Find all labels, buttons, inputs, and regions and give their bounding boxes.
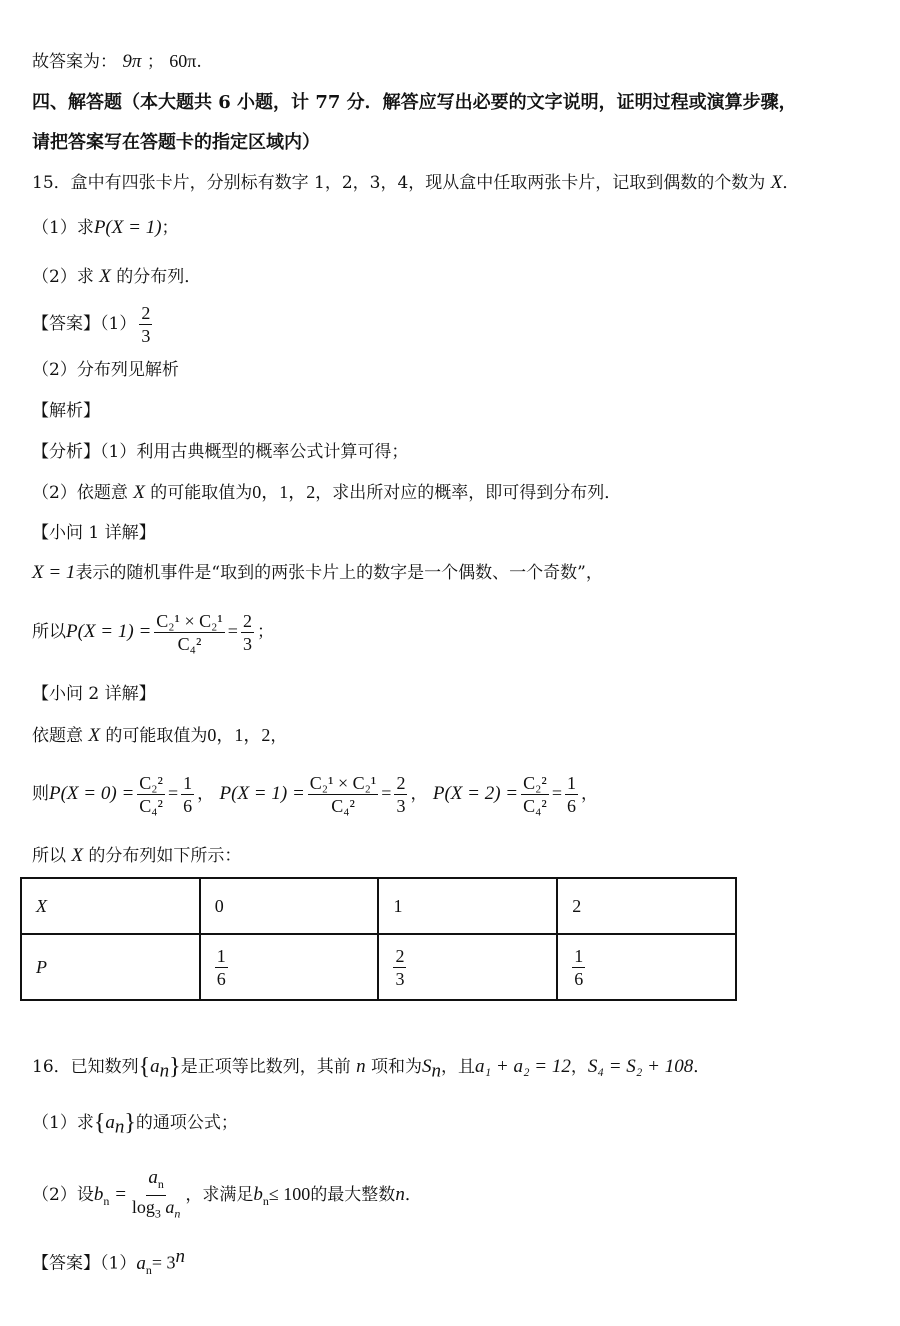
q15-calc0-den: C₄² [139, 796, 163, 816]
q15-sub2-var: X [88, 725, 101, 746]
q15-calc1-eq: = [381, 783, 392, 803]
q15-calc2-expr: P(X = 2) = [432, 783, 519, 804]
q16-stem-seq: a [150, 1056, 160, 1077]
q15-sub1-calc [32, 610, 274, 655]
q15-calc0-result [181, 772, 194, 817]
q15-calc0-expr: P(X = 0) = [49, 783, 135, 804]
q15-sub1-num: C₂¹ × C₂¹ [156, 611, 223, 631]
table-cell-x-0: 0 [200, 878, 379, 934]
q15-calc-sep-1: ， [197, 784, 215, 804]
section-heading-line-2: 请把答案写在答题卡的指定区域内） [32, 132, 320, 153]
q15-answer [32, 302, 155, 347]
q16-stem-d: ，且 [441, 1057, 476, 1077]
table-cell-x-1: 1 [378, 878, 557, 934]
q15-calc1-fraction [308, 772, 379, 817]
subscript-n: n [159, 1060, 170, 1082]
q15-sub2-vals: 0，1，2 [207, 725, 271, 745]
table-frac-num: 2 [395, 945, 405, 966]
q15-answer-frac-den: 3 [141, 326, 151, 346]
table-frac [215, 945, 228, 990]
right-brace: } [169, 1054, 181, 1080]
q15-sub2-end: ， [270, 726, 288, 746]
q15-sub1-den: C₄² [177, 634, 202, 654]
distribution-table [20, 877, 737, 1001]
q16-stem-n: n [356, 1056, 366, 1077]
q15-table-intro-b: 的分布列如下所示： [88, 846, 242, 866]
q15-answer-frac-num: 2 [141, 303, 151, 323]
subscript-n: n [431, 1060, 442, 1082]
table-frac-den: 3 [395, 968, 405, 989]
q15-calc0-num: C₂² [139, 773, 163, 793]
q15-sub2-values [32, 724, 287, 747]
q16-part-1-a: （1）求 [32, 1113, 94, 1133]
q15-fenxi-2-vals: 0，1，2 [252, 482, 316, 502]
q15-calc1-expr: P(X = 1) = [219, 783, 305, 804]
q15-fenxi-2-var: X [133, 482, 145, 503]
section-heading-line-1: 四、解答题（本大题共 6 小题，计 77 分．解答应写出必要的文字说明，证明过程或演算步骤， [32, 92, 797, 113]
q15-sub1-end: ； [256, 622, 274, 642]
q16-stem-cond2: S₄ = S₂ + 108 [587, 1056, 694, 1077]
q15-table-intro [32, 845, 241, 867]
q16-part-2-a: （2）设 [32, 1185, 94, 1206]
q15-sub2-b: 的可能取值为 [105, 726, 208, 746]
q15-sub1-event [32, 562, 603, 584]
q15-part-1-expr: P(X = 1) [93, 217, 162, 238]
table-cell-p-label: P [21, 934, 200, 1000]
q15-fenxi-2 [32, 481, 621, 504]
prev-answer-value-1: 9π [122, 51, 142, 72]
left-brace: { [138, 1054, 151, 1080]
q16-part-2-n: n [395, 1184, 405, 1206]
table-cell-p-1 [378, 934, 557, 1000]
q15-fenxi-1 [32, 441, 408, 463]
q15-calc2-rn: 1 [566, 773, 576, 793]
q15-part-2-var: X [99, 266, 111, 287]
q16-part-2-end: ． [404, 1185, 422, 1206]
table-frac-num: 1 [574, 945, 584, 966]
q15-table-intro-var: X [71, 845, 84, 866]
prev-answer-end: . [196, 52, 202, 72]
q15-jiexi: 【解析】 [32, 401, 100, 421]
q16-stem-b: 是正项等比数列，其前 [180, 1057, 351, 1077]
q16-stem-a: 16．已知数列 [32, 1057, 139, 1077]
table-frac-num: 1 [216, 945, 226, 966]
q16-stem [32, 1056, 710, 1082]
q16-part-1-b: 的通项公式； [135, 1113, 238, 1133]
q15-calc2-eq: = [551, 783, 562, 803]
q15-calc1-rd: 3 [396, 796, 406, 816]
q16-part-1 [32, 1112, 238, 1138]
q15-stem-var: X [770, 172, 783, 193]
q15-sub1-tag: 【小问 1 详解】 [32, 523, 156, 543]
q15-answer-part-2: （2）分布列见解析 [32, 360, 179, 380]
q15-calc1-num: C₂¹ × C₂¹ [309, 773, 377, 793]
q15-sub2-tag: 【小问 2 详解】 [32, 684, 156, 704]
table-cell-x-label: X [21, 878, 200, 934]
b-n-symbol: $b_n$ = [93, 1184, 127, 1208]
q15-calc-sep-3: ， [580, 784, 598, 804]
table-cell-x-2: 2 [557, 878, 736, 934]
q15-calc2-num: C₂² [523, 773, 547, 793]
q16-answer-expr: = 3 [151, 1252, 176, 1273]
q16-part-2-c: 的最大整数 [310, 1185, 396, 1206]
prev-answer-sep: ； [146, 52, 164, 72]
q15-fenxi-2-a: （2）依题意 [32, 483, 128, 503]
q16-part-1-seq: a [105, 1112, 115, 1133]
q16-stem-sep: ， [570, 1057, 588, 1077]
q15-stem [32, 172, 799, 194]
q15-part-2-label: （2）求 [32, 267, 94, 287]
q16-answer-a-n: $a_n$ [136, 1252, 152, 1277]
q15-calc0-rn: 1 [183, 773, 193, 793]
q16-bn-fraction [130, 1167, 183, 1224]
table-frac [393, 945, 406, 990]
prev-answer-line [32, 50, 202, 73]
q15-part-1-end: ； [161, 218, 179, 238]
q15-sub1-event-text: 表示的随机事件是“取到的两张卡片上的数字是一个偶数、一个奇数”， [75, 563, 603, 583]
q15-part-2-text: 的分布列． [116, 267, 202, 287]
q15-sub2-calc [32, 772, 598, 817]
q15-sub1-res-den: 3 [242, 634, 252, 654]
table-frac [572, 945, 585, 990]
table-frac-den: 6 [216, 968, 226, 989]
q16-bn-den: $\log_3 a_n$ [131, 1196, 181, 1221]
q16-stem-S: S [422, 1056, 432, 1077]
q15-part-1-label: （1）求 [32, 218, 94, 238]
q15-calc2-rd: 6 [566, 796, 576, 816]
q15-answer-part-1: （1） [100, 314, 137, 334]
q15-stem-text: 15．盒中有四张卡片，分别标有数字 1，2，3，4，现从盒中任取两张卡片，记取到偶数的个数为 [32, 173, 766, 193]
subscript-n: n [114, 1116, 125, 1138]
q15-calc0-eq: = [167, 783, 179, 803]
q16-part-2 [32, 1167, 422, 1224]
prev-answer-value-2: 60π [169, 51, 197, 71]
q15-answer-tag: 【答案】 [32, 314, 100, 334]
q15-sub1-res-num: 2 [242, 611, 252, 631]
q15-sub1-comb-fraction [154, 610, 225, 655]
q15-sub1-expr: P(X = 1) = [66, 621, 152, 642]
q15-table-intro-a: 所以 [32, 846, 66, 866]
prev-answer-prefix: 故答案为： [32, 52, 117, 72]
q16-stem-end: ． [693, 1057, 711, 1077]
table-row [21, 934, 736, 1000]
q16-stem-c: 项和为 [371, 1057, 423, 1077]
table-row [21, 878, 736, 934]
left-brace: { [93, 1110, 106, 1136]
q16-stem-cond1: a₁ + a₂ = 12 [475, 1056, 571, 1077]
q15-fenxi-1-text: （1）利用古典概型的概率公式计算可得； [100, 442, 409, 462]
q15-sub1-eq: = [227, 621, 238, 641]
table-cell-p-2 [557, 934, 736, 1000]
right-brace: } [124, 1110, 136, 1136]
q15-calc0-rd: 6 [183, 796, 193, 816]
q15-calc-sep-2: ， [410, 784, 428, 804]
q15-calc2-result [565, 772, 578, 817]
q16-answer-tag: 【答案】 [32, 1253, 100, 1274]
q15-part-2 [32, 266, 201, 288]
q15-calc1-result [394, 772, 407, 817]
q15-fenxi-tag: 【分析】 [32, 442, 100, 462]
q15-part-1 [32, 217, 179, 239]
table-frac-den: 6 [574, 968, 584, 989]
q15-calc-then: 则 [32, 784, 49, 804]
q15-sub1-so: 所以 [32, 622, 66, 642]
q15-calc1-den: C₄² [331, 796, 355, 816]
q15-sub1-result-fraction [241, 610, 254, 655]
table-cell-p-0 [200, 934, 379, 1000]
q15-calc0-fraction [137, 772, 165, 817]
q15-sub2-a: 依题意 [32, 726, 83, 746]
b-n-symbol-2: $b_n$ [253, 1184, 269, 1208]
q16-answer-part-1: （1） [100, 1253, 137, 1274]
q16-part-2-b: ，求满足 [185, 1185, 254, 1206]
q15-stem-end: ． [782, 173, 800, 193]
q15-sub1-event-expr: X = 1 [32, 562, 76, 583]
q15-answer-fraction [139, 302, 152, 347]
q16-answer [32, 1246, 185, 1280]
q16-part-2-cond: ≤ 100 [268, 1184, 311, 1205]
q15-calc2-fraction [521, 772, 549, 817]
q15-fenxi-2-c: ，求出所对应的概率，即可得到分布列． [315, 483, 622, 503]
q15-calc2-den: C₄² [523, 796, 547, 816]
superscript-n: n [175, 1246, 185, 1267]
q16-bn-num: $a_n$ [146, 1167, 166, 1196]
q15-calc1-rn: 2 [396, 773, 406, 793]
q15-fenxi-2-b: 的可能取值为 [150, 483, 253, 503]
